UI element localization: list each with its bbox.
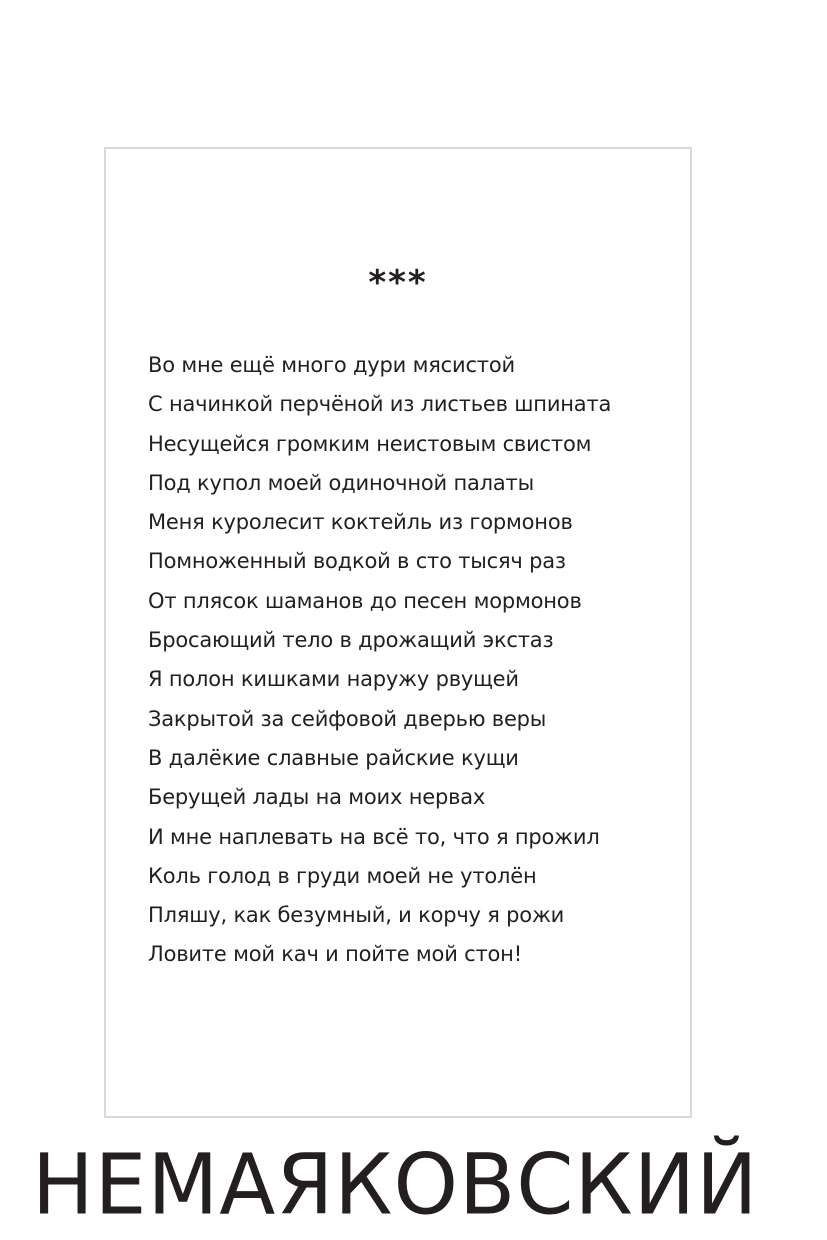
poem-line: В далёкие славные райские кущи [148, 745, 519, 770]
poem-line: Закрытой за сейфовой дверью веры [148, 706, 547, 731]
poem-line: Несущейся громким неистовым свистом [148, 431, 592, 456]
poem-line: Коль голод в груди моей не утолён [148, 863, 537, 888]
poem-line: Помноженный водкой в сто тысяч раз [148, 549, 566, 574]
poem-line: Меня куролесит коктейль из гормонов [148, 510, 573, 535]
poem-frame [104, 147, 692, 1118]
poem-line: Пляшу, как безумный, и корчу я рожи [148, 903, 565, 928]
poem-line: Под купол моей одиночной палаты [148, 470, 534, 495]
poem-line: Берущей лады на моих нервах [148, 785, 486, 810]
poem-line: Во мне ещё много дури мясистой [148, 353, 515, 377]
poem-line: Ловите мой кач и пойте мой стон! [148, 942, 522, 967]
poem-line: Я полон кишками наружу рвущей [148, 667, 519, 692]
poem-title: *** [368, 263, 428, 303]
poem-line: От плясок шаманов до песен мормонов [148, 588, 582, 613]
poem-line: И мне наплевать на всё то, что я прожил [148, 824, 600, 849]
poem-line: С начинкой перчёной из листьев шпината [148, 392, 612, 417]
poem-line: Бросающий тело в дрожащий экстаз [148, 628, 554, 653]
poem-lines [148, 346, 611, 975]
book-title: НЕМАЯКОВСКИЙ [32, 1137, 759, 1234]
